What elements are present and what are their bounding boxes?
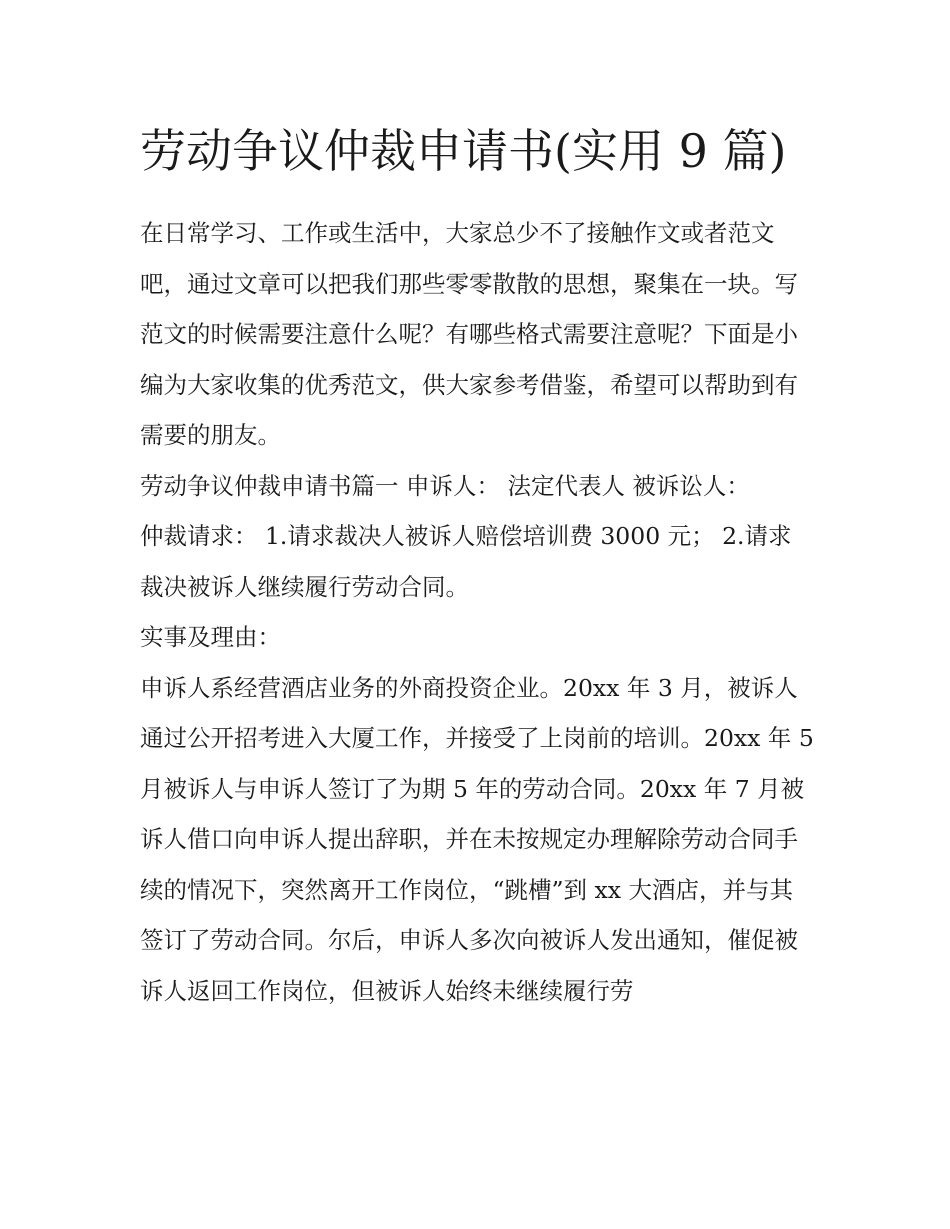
arbitration-requests: 仲裁请求： 1.请求裁决人被诉人赔偿培训费 3000 元； 2.请求裁决被诉人继续履行劳动合同。 xyxy=(140,522,792,601)
document-title: 劳动争议仲裁申请书(实用 9 篇) xyxy=(140,124,787,178)
facts-paragraph: 申诉人系经营酒店业务的外商投资企业。20xx 年 3 月，被诉人通过公开招考进入大厦工作，并接受了上岗前的培训。20xx 年 5 月被诉人与申诉人签订了为期 5 年的劳动合同。20xx 年 7 月被诉人借口向申诉人提出辞职，并在未按规定办理解除劳动合同手续的情况下，突然离开工作岗位，“跳槽”到 xx 大酒店，并与其签订了劳动合同。尔后，申诉人多次向被诉人发出通知，催促被诉人返回工作岗位，但被诉人始终未继续履行劳 xyxy=(140,673,814,1005)
section-heading-parties: 劳动争议仲裁申请书篇一 申诉人： 法定代表人 被诉讼人： xyxy=(140,471,750,500)
document-page xyxy=(140,112,815,1016)
document-body xyxy=(140,208,815,1016)
facts-heading: 实事及理由： xyxy=(140,623,281,651)
intro-paragraph: 在日常学习、工作或生活中，大家总少不了接触作文或者范文吧，通过文章可以把我们那些零零散散的思想，聚集在一块。写范文的时候需要注意什么呢？有哪些格式需要注意呢？下面是小编为大家收集的优秀范文，供大家参考借鉴，希望可以帮助到有需要的朋友。 xyxy=(140,219,798,449)
